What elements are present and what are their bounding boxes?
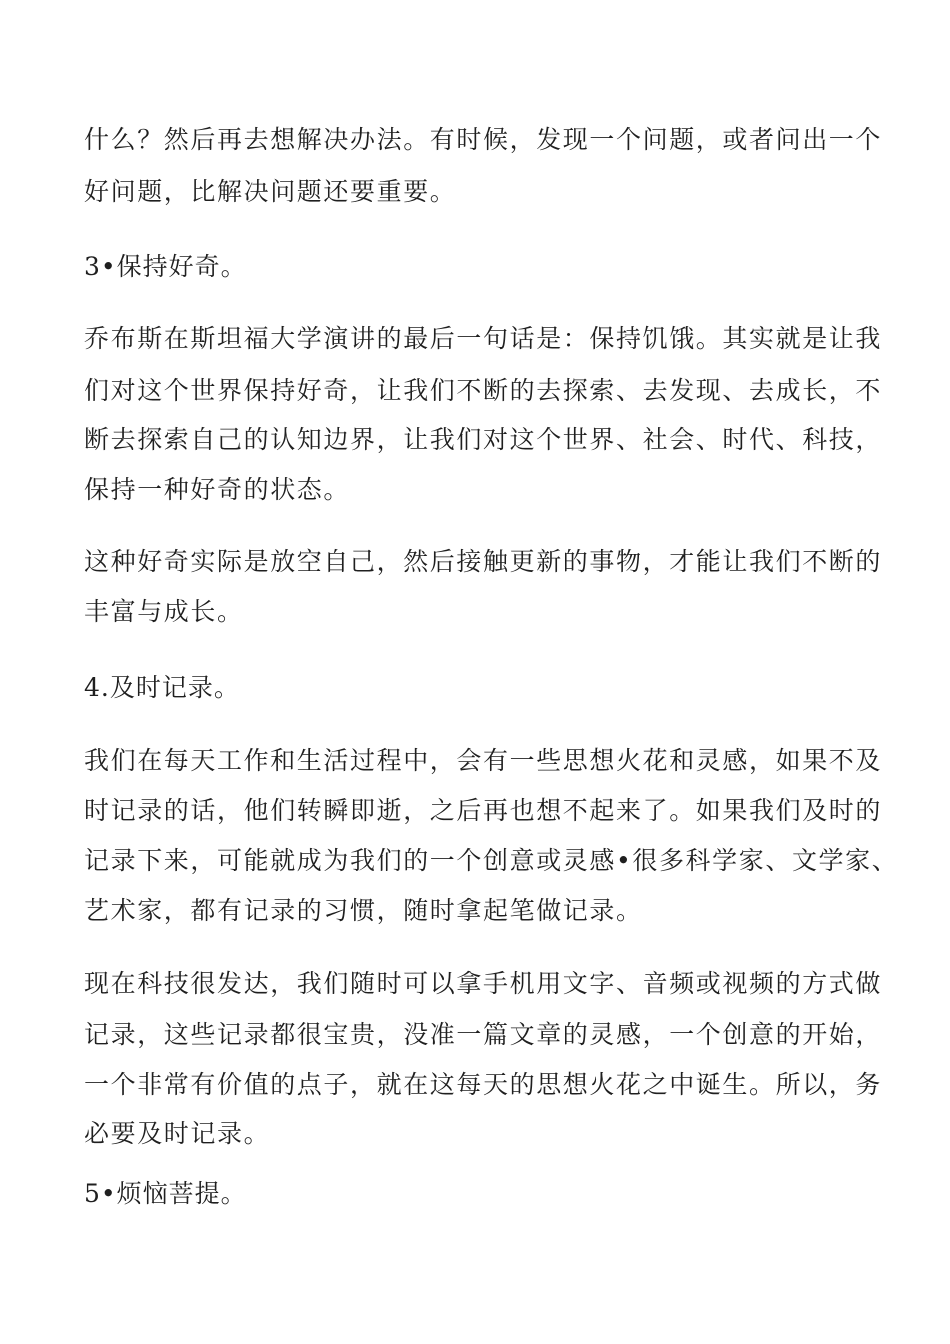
paragraph-line: 断去探索自己的认知边界，让我们对这个世界、社会、时代、科技， <box>84 425 883 454</box>
paragraph-line: 一个非常有价值的点子，就在这每天的思想火花之中诞生。所以，务 <box>84 1070 883 1099</box>
paragraph-line: 我们在每天工作和生活过程中，会有一些思想火花和灵感，如果不及 <box>84 746 883 775</box>
paragraph-line: 丰富与成长。 <box>84 597 244 626</box>
paragraph-line: 记录，这些记录都很宝贵，没准一篇文章的灵感，一个创意的开始， <box>84 1020 883 1049</box>
paragraph-line: 时记录的话，他们转瞬即逝，之后再也想不起来了。如果我们及时的 <box>84 796 883 825</box>
section-heading-3: 3•保持好奇。 <box>84 252 247 281</box>
paragraph-line: 必要及时记录。 <box>84 1119 271 1148</box>
paragraph-line: 这种好奇实际是放空自己，然后接触更新的事物，才能让我们不断的 <box>84 547 883 576</box>
section-heading-5: 5•烦恼菩提。 <box>84 1179 247 1208</box>
paragraph-line: 们对这个世界保持好奇，让我们不断的去探索、去发现、去成长，不 <box>84 376 883 405</box>
paragraph-line: 保持一种好奇的状态。 <box>84 475 351 504</box>
paragraph-line: 艺术家，都有记录的习惯，随时拿起笔做记录。 <box>84 896 643 925</box>
paragraph-line: 好问题，比解决问题还要重要。 <box>84 177 457 206</box>
section-heading-4: 4.及时记录。 <box>84 673 240 702</box>
paragraph-line: 什么？然后再去想解决办法。有时候，发现一个问题，或者问出一个 <box>84 125 883 154</box>
paragraph-line: 乔布斯在斯坦福大学演讲的最后一句话是：保持饥饿。其实就是让我 <box>84 324 883 353</box>
paragraph-line: 现在科技很发达，我们随时可以拿手机用文字、音频或视频的方式做 <box>84 969 883 998</box>
paragraph-line: 记录下来，可能就成为我们的一个创意或灵感•很多科学家、文学家、 <box>84 846 899 875</box>
